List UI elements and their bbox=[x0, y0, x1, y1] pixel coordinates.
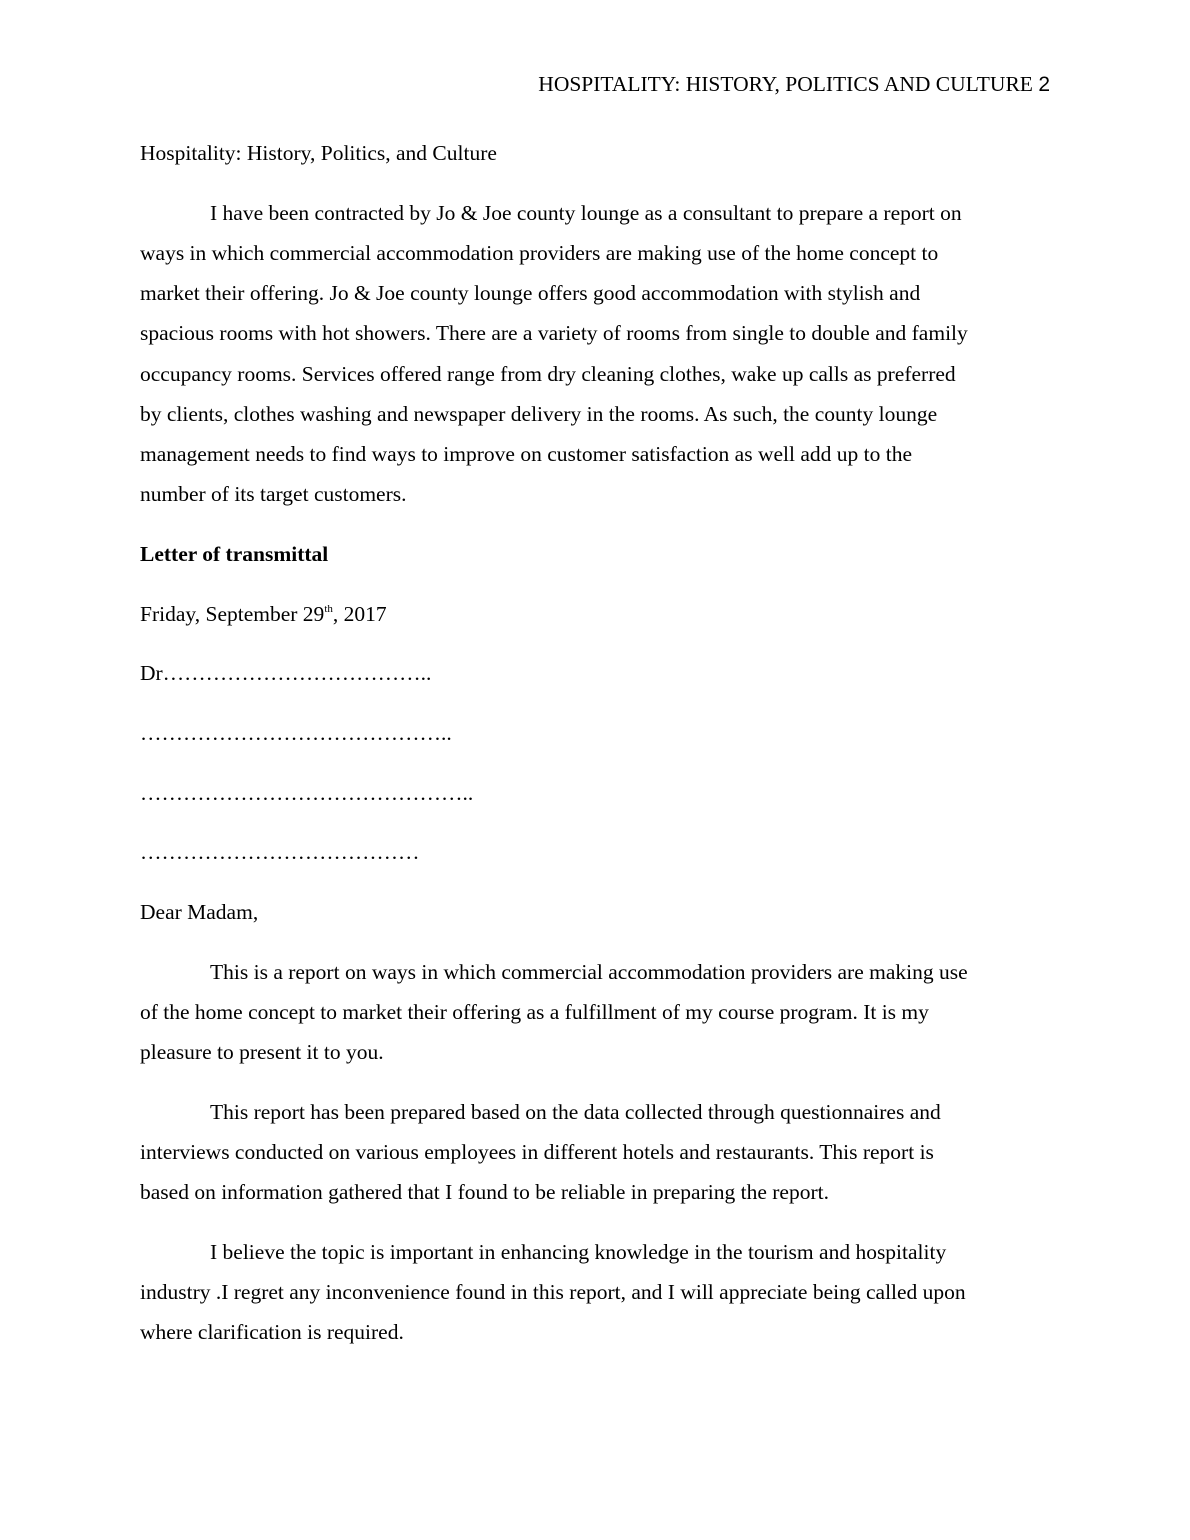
section-heading: Letter of transmittal bbox=[140, 541, 329, 566]
text-line: spacious rooms with hot showers. There are a variety of rooms from single to double and family bbox=[140, 321, 968, 346]
text-line: where clarification is required. bbox=[140, 1320, 404, 1345]
text-line: This is a report on ways in which commercial accommodation providers are making use bbox=[210, 959, 968, 984]
text-line: of the home concept to market their offering as a fulfillment of my course program. It is my bbox=[140, 999, 929, 1024]
text-line: by clients, clothes washing and newspaper delivery in the rooms. As such, the county lounge bbox=[140, 401, 938, 426]
salutation: Dear Madam, bbox=[140, 900, 259, 925]
text-line: pleasure to present it to you. bbox=[140, 1040, 384, 1065]
letter-paragraph bbox=[140, 1092, 1060, 1213]
document-title: Hospitality: History, Politics, and Culture bbox=[140, 141, 497, 165]
address-line: ……………………………………….. bbox=[140, 780, 474, 805]
letter-paragraph bbox=[140, 952, 1060, 1073]
text-line: interviews conducted on various employees in different hotels and restaurants. This report is bbox=[140, 1140, 934, 1165]
text-line: ways in which commercial accommodation providers are making use of the home concept to bbox=[140, 240, 939, 265]
page-number: 2 bbox=[1038, 73, 1050, 96]
text-line: management needs to find ways to improve on customer satisfaction as well add up to the bbox=[140, 441, 913, 466]
text-line: I have been contracted by Jo & Joe county lounge as a consultant to prepare a report on bbox=[210, 200, 962, 225]
running-header bbox=[538, 70, 1050, 99]
letter-paragraph bbox=[140, 1232, 1060, 1353]
date-superscript: th bbox=[324, 602, 333, 615]
text-line: I believe the topic is important in enhancing knowledge in the tourism and hospitality bbox=[210, 1239, 947, 1264]
address-line: …………………………………….. bbox=[140, 720, 452, 745]
address-line: ………………………………… bbox=[140, 840, 420, 865]
text-line: market their offering. Jo & Joe county lounge offers good accommodation with stylish and bbox=[140, 281, 921, 306]
letter-date bbox=[140, 594, 1060, 634]
date-text: Friday, September 29 bbox=[140, 601, 325, 626]
text-line: number of its target customers. bbox=[140, 482, 407, 507]
text-line: industry .I regret any inconvenience found in this report, and I will appreciate being called upon bbox=[140, 1280, 966, 1305]
running-head-title: HOSPITALITY: HISTORY, POLITICS AND CULTURE bbox=[538, 72, 1033, 96]
text-line: occupancy rooms. Services offered range from dry cleaning clothes, wake up calls as preferred bbox=[140, 361, 956, 386]
intro-paragraph bbox=[140, 193, 1060, 515]
document-body bbox=[140, 133, 1060, 1372]
date-year: , 2017 bbox=[332, 601, 387, 626]
text-line: based on information gathered that I found to be reliable in preparing the report. bbox=[140, 1180, 829, 1205]
text-line: This report has been prepared based on the data collected through questionnaires and bbox=[210, 1099, 941, 1124]
address-line-recipient: Dr……………………………….. bbox=[140, 661, 432, 686]
